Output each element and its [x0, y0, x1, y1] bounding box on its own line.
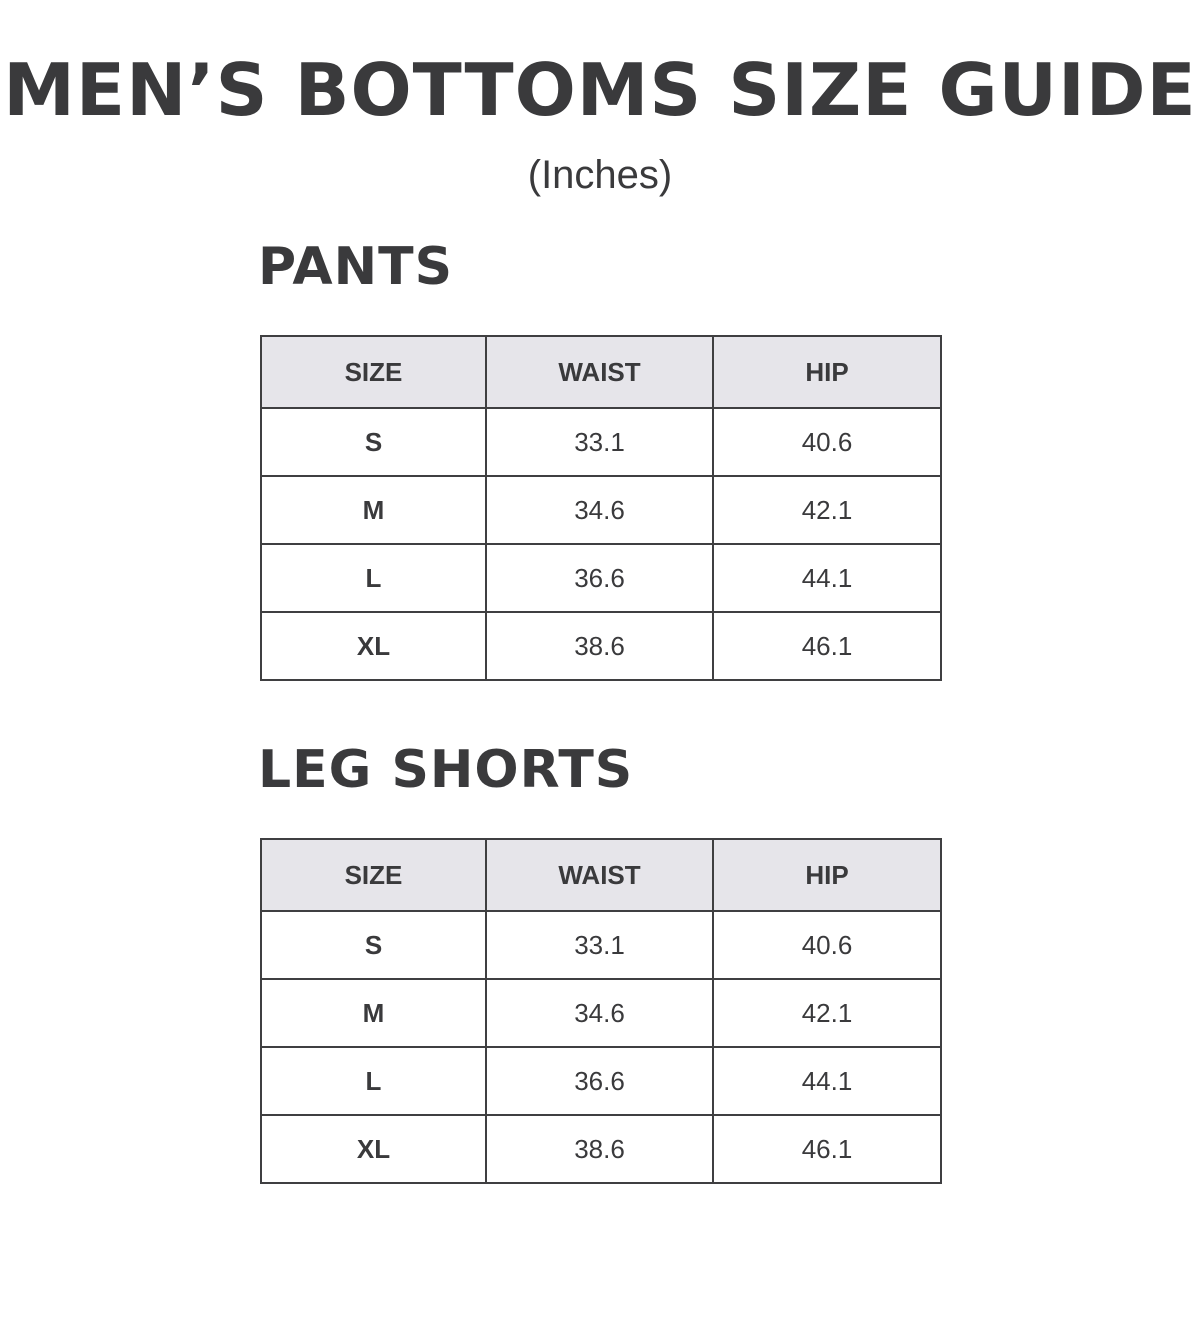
- hip-cell: 44.1: [713, 1047, 941, 1115]
- waist-cell: 38.6: [486, 612, 713, 680]
- hip-cell: 46.1: [713, 612, 941, 680]
- table-row: [261, 544, 941, 612]
- column-header-hip: HIP: [713, 839, 941, 911]
- table-row: [261, 911, 941, 979]
- waist-cell: 34.6: [486, 979, 713, 1047]
- units-subtitle: (Inches): [527, 153, 673, 197]
- waist-cell: 36.6: [486, 544, 713, 612]
- pants-size-table: [260, 335, 942, 681]
- hip-cell: 40.6: [713, 408, 941, 476]
- column-header-hip: HIP: [713, 336, 941, 408]
- table-row: [261, 408, 941, 476]
- size-cell: XL: [261, 1115, 486, 1183]
- pants-heading: PANTS: [258, 237, 454, 297]
- table-row: [261, 476, 941, 544]
- hip-cell: 42.1: [713, 476, 941, 544]
- size-cell: M: [261, 476, 486, 544]
- hip-cell: 46.1: [713, 1115, 941, 1183]
- waist-cell: 36.6: [486, 1047, 713, 1115]
- table-row: [261, 1047, 941, 1115]
- waist-cell: 34.6: [486, 476, 713, 544]
- hip-cell: 40.6: [713, 911, 941, 979]
- hip-cell: 42.1: [713, 979, 941, 1047]
- table-row: [261, 612, 941, 680]
- waist-cell: 33.1: [486, 408, 713, 476]
- size-cell: L: [261, 544, 486, 612]
- size-cell: M: [261, 979, 486, 1047]
- column-header-size: SIZE: [261, 839, 486, 911]
- page-title: MEN’S BOTTOMS SIZE GUIDE: [3, 48, 1197, 132]
- size-cell: L: [261, 1047, 486, 1115]
- size-cell: S: [261, 408, 486, 476]
- leg-shorts-heading: LEG SHORTS: [258, 740, 634, 800]
- waist-cell: 38.6: [486, 1115, 713, 1183]
- waist-cell: 33.1: [486, 911, 713, 979]
- size-cell: S: [261, 911, 486, 979]
- column-header-waist: WAIST: [486, 336, 713, 408]
- leg-shorts-size-table: [260, 838, 942, 1184]
- table-row: [261, 1115, 941, 1183]
- table-header-row: [261, 839, 941, 911]
- column-header-waist: WAIST: [486, 839, 713, 911]
- column-header-size: SIZE: [261, 336, 486, 408]
- table-header-row: [261, 336, 941, 408]
- size-cell: XL: [261, 612, 486, 680]
- hip-cell: 44.1: [713, 544, 941, 612]
- table-row: [261, 979, 941, 1047]
